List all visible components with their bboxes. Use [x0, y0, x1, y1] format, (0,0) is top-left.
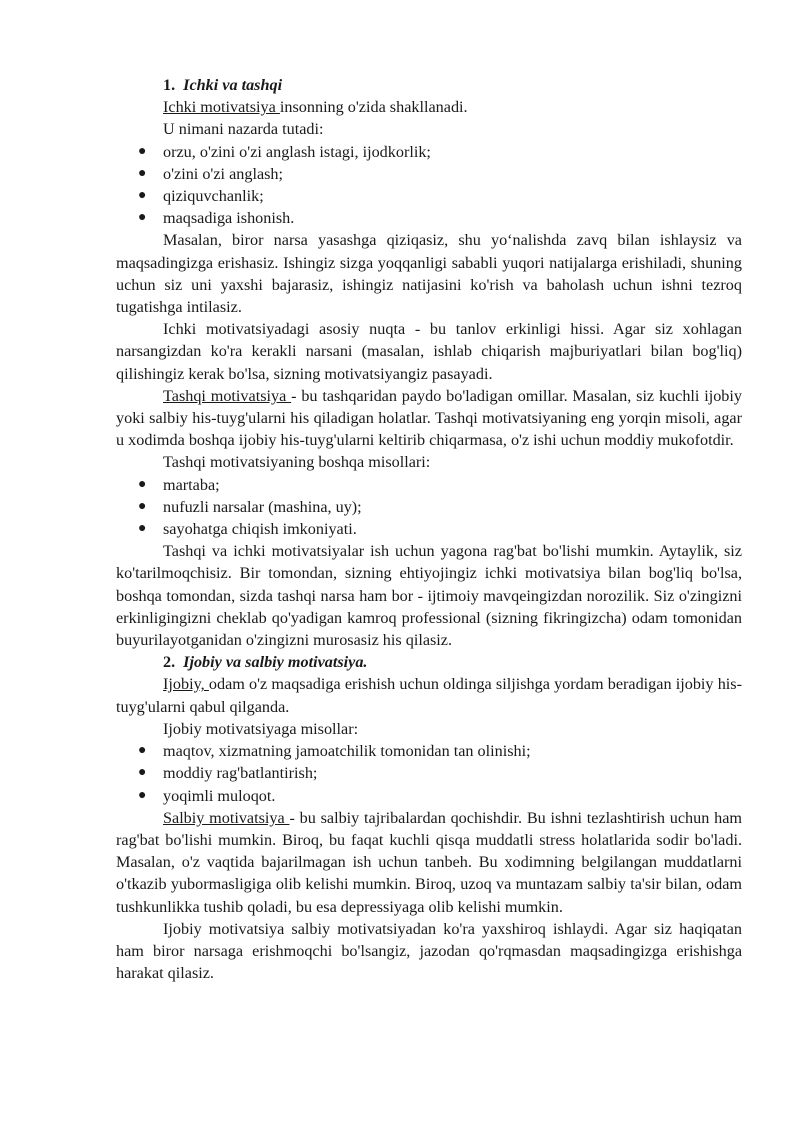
list-item-text: moddiy rag'batlantirish; [163, 764, 318, 783]
intrinsic-question: U nimani nazarda tutadi: [163, 120, 324, 139]
section-1-number: 1. [163, 76, 176, 94]
negative-term: Salbiy motivatsiya [163, 808, 290, 827]
bullet-icon: ● [138, 787, 147, 803]
bullet-icon: ● [138, 765, 147, 781]
section-1-title: Ichki va tashqi [183, 76, 283, 94]
extrinsic-examples-label: Tashqi motivatsiyaning boshqa misollari: [163, 453, 431, 472]
paragraph: Tashqi va ichki motivatsiyalar ish uchun yagona rag'bat bo'lishi mumkin. Aytaylik, siz ko'tarilmoqchisiz. Bir tomondan, sizning ehtiyojingiz ichki motivatsiya bilan bog'liq bo'lsa, boshqa tomondan, sizda tashqi narsa ham bor - ijtimoiy mavqeingizdan norozilik. Siz o'zingizni erkinligingizni cheklab qo'yadigan kamroq professional (sizning fikringizcha) odam tomonidan buyurilayotganidan o'zingizni murosasiz his qilasiz. [116, 542, 742, 650]
bullet-icon: ● [138, 143, 147, 159]
list-item [136, 518, 742, 540]
list-item [136, 474, 742, 496]
extrinsic-definition-text: - bu tashqaridan paydo bo'ladigan omillar. Masalan, siz kuchli ijobiy yoki salbiy his-tuyg'ularni his qiladigan holatlar. Tashqi motivatsiyaning eng yorqin misoli, agar u xodimda boshqa ijobiy his-tuyg'ularni keltirib chiqarmasa, o'z ishi uchun moddiy mukofotdir. [116, 386, 742, 450]
list-item-text: maqsadiga ishonish. [163, 209, 295, 228]
list-item-text: martaba; [163, 475, 220, 494]
list-item [136, 141, 742, 163]
extrinsic-definition [116, 385, 742, 452]
extrinsic-term: Tashqi motivatsiya [163, 386, 292, 405]
list-item [136, 207, 742, 229]
bullet-icon: ● [138, 476, 147, 492]
bullet-icon: ● [138, 165, 147, 181]
section-2-title: Ijobiy va salbiy motivatsiya. [183, 653, 368, 672]
negative-definition [116, 807, 742, 918]
intrinsic-list [116, 141, 742, 230]
list-item-text: maqtov, xizmatning jamoatchilik tomonidan tan olinishi; [163, 742, 531, 761]
bullet-icon: ● [138, 521, 147, 537]
extrinsic-list [116, 474, 742, 541]
section-1-heading [116, 74, 742, 96]
negative-definition-text: - bu salbiy tajribalardan qochishdir. Bu ishni tezlashtirish uchun ham rag'bat bo'lishi mumkin. Biroq, bu faqat kuchli qisqa muddatli stress holatlarida sodir bo'ladi. Masalan, o'z vaqtida bajarilmagan ish uchun tanbeh. Bu xodimning belgilangan muddatlarni o'tkazib yubormasligiga olib kelishi mumkin. Biroq, uzoq va muntazam salbiy ta'sir bilan, odam tushkunlikka tushib qoladi, bu esa depressiyaga olib kelishi mumkin. [116, 808, 742, 916]
list-item [136, 740, 742, 762]
positive-term: Ijobiy, [163, 675, 209, 694]
list-item-text: o'zini o'zi anglash; [163, 164, 284, 183]
section-2-number: 2. [163, 653, 176, 672]
list-item-text: orzu, o'zini o'zi anglash istagi, ijodkorlik; [163, 142, 431, 161]
paragraph: Ijobiy motivatsiya salbiy motivatsiyadan ko'ra yaxshiroq ishlaydi. Agar siz haqiqatan ham biror narsaga erishmoqchi bo'lsangiz, jazodan qo'rqmasdan maqsadingizga erishishga harakat qilasiz. [116, 919, 742, 983]
section-2-heading [116, 651, 742, 673]
list-item [136, 185, 742, 207]
bullet-icon: ● [138, 188, 147, 204]
document-page [116, 74, 742, 984]
bullet-icon: ● [138, 743, 147, 759]
positive-examples-label: Ijobiy motivatsiyaga misollar: [163, 719, 359, 738]
intrinsic-term: Ichki motivatsiya [163, 98, 280, 117]
list-item-text: yoqimli muloqot. [163, 786, 276, 805]
positive-definition [116, 673, 742, 717]
bullet-icon: ● [138, 210, 147, 226]
list-item-text: qiziquvchanlik; [163, 187, 264, 206]
intrinsic-definition-text: insonning o'zida shakllanadi. [279, 98, 468, 117]
list-item [136, 785, 742, 807]
paragraph: Masalan, biror narsa yasashga qiziqasiz, shu yo‘nalishda zavq bilan ishlaysiz va maqsadingizga erishasiz. Ishingiz sizga yoqqanligi sababli yuqori natijalarga erishiladi, shuning uchun siz uni yaxshi bajarasiz, ishingiz natijasini ko'rish va baholash uchun ishni tezroq tugatishga intilasiz. [116, 231, 742, 317]
list-item [136, 163, 742, 185]
list-item [136, 762, 742, 784]
list-item-text: nufuzli narsalar (mashina, uy); [163, 497, 362, 516]
intrinsic-definition [116, 96, 742, 118]
positive-definition-text: odam o'z maqsadiga erishish uchun oldinga siljishga yordam beradigan ijobiy his-tuyg'ularni qabul qilganda. [116, 675, 742, 716]
list-item-text: sayohatga chiqish imkoniyati. [163, 520, 357, 539]
paragraph: Ichki motivatsiyadagi asosiy nuqta - bu tanlov erkinligi hissi. Agar siz xohlagan narsangizdan ko'ra kerakli narsani (masalan, ishlab chiqarish majburiyatlari bilan bog'liq) qilishingiz kerak bo'lsa, sizning motivatsiyangiz pasayadi. [116, 320, 742, 383]
positive-list [116, 740, 742, 807]
bullet-icon: ● [138, 498, 147, 514]
list-item [136, 496, 742, 518]
